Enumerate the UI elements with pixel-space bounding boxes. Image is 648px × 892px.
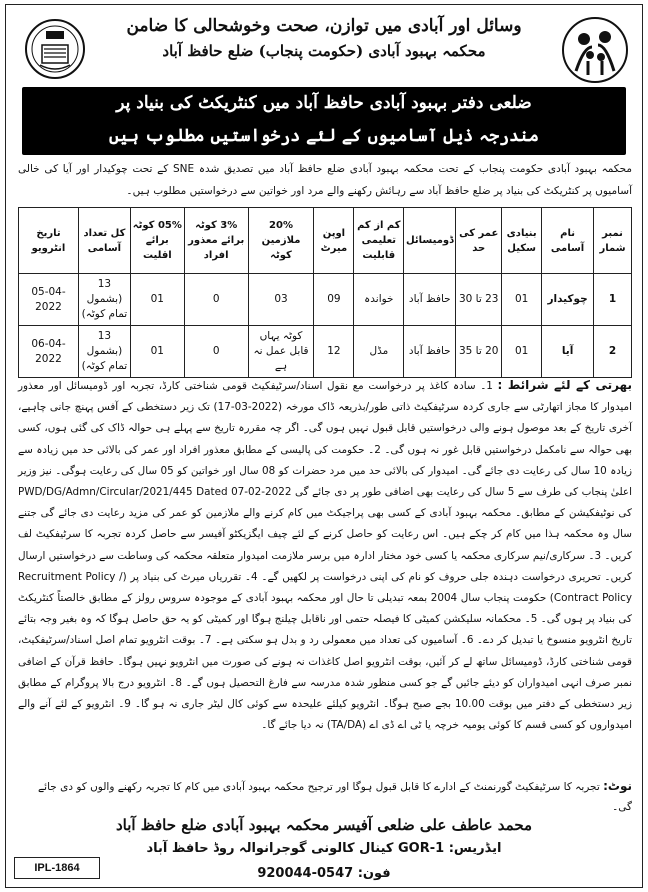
header-department: محکمہ بہبود آبادی (حکومت پنجاب) ضلع حافظ آباد bbox=[162, 42, 486, 60]
col-minority-quota: 05% کوٹہ برائے اقلیت bbox=[130, 208, 184, 274]
col-scale: بنیادی سکیل bbox=[502, 208, 542, 274]
col-disabled-quota: 3% کوٹہ برائے معذور افراد bbox=[184, 208, 248, 274]
cell: 0 bbox=[184, 274, 248, 326]
terms-title: بھرتی کے لئے شرائط : bbox=[497, 378, 632, 392]
col-interview-date: تاریخ انٹرویو bbox=[19, 208, 79, 274]
table-header-row bbox=[19, 208, 632, 274]
punjab-government-logo bbox=[24, 17, 86, 81]
note-body: تجربہ کا سرٹیفکیٹ گورنمنٹ کے ادارے کا قابل قبول ہوگا اور ترجیح محکمہ بہبود آبادی میں کام کا تجربہ رکھنے والوں کو دی جائے گی۔ bbox=[38, 781, 632, 813]
banner-line-2: مندرجہ ذیل آسامیوں کے لئے درخواستیں مطلوب ہیں bbox=[109, 126, 539, 146]
col-open-merit: اوپن میرٹ bbox=[314, 208, 354, 274]
banner-line-1: ضلعی دفتر بہبود آبادی حافظ آباد میں کنٹریکٹ کی بنیاد پر bbox=[116, 93, 532, 113]
cell: 1 bbox=[594, 274, 632, 326]
advertisement-page bbox=[5, 4, 643, 888]
vacancies-table bbox=[18, 207, 632, 378]
phone-line: فون: 0547-920044 bbox=[257, 866, 391, 881]
cell: حافظ آباد bbox=[404, 274, 456, 326]
table-row bbox=[19, 274, 632, 326]
col-qualification: کم از کم تعلیمی قابلیت bbox=[354, 208, 404, 274]
cell: 20 تا 35 bbox=[456, 326, 502, 378]
intro-paragraph: محکمہ بہبود آبادی حکومت پنجاب کے تحت محکمہ بہبود آبادی ضلع حافظ آباد میں تصدیق شدہ SNE کے تحت چوکیدار اور آیا کی خالی آسامیوں پر کنٹریکٹ کی بنیاد پر ضلع حافظ آباد سے رہائش رکھنے والے مرد اور خواتین سے درخواستیں مطلوب ہیں۔ bbox=[18, 163, 632, 197]
col-serial: نمبر شمار bbox=[594, 208, 632, 274]
cell: 06-04-2022 bbox=[19, 326, 79, 378]
col-age-limit: عمر کی حد bbox=[456, 208, 502, 274]
cell: 13 (بشمول تمام کوٹہ) bbox=[78, 274, 130, 326]
col-domicile: ڈومیسائل bbox=[404, 208, 456, 274]
cell: 05-04-2022 bbox=[19, 274, 79, 326]
cell: 2 bbox=[594, 326, 632, 378]
note-title: نوٹ: bbox=[603, 779, 632, 793]
cell: 01 bbox=[130, 326, 184, 378]
cell: خواندہ bbox=[354, 274, 404, 326]
table-row bbox=[19, 326, 632, 378]
col-post-name: نام آسامی bbox=[542, 208, 594, 274]
family-welfare-logo bbox=[560, 15, 630, 85]
cell: 23 تا 30 bbox=[456, 274, 502, 326]
cell: 13 (بشمول تمام کوٹہ) bbox=[78, 326, 130, 378]
ipl-code-badge: IPL-1864 bbox=[14, 857, 100, 879]
cell: 03 bbox=[248, 274, 314, 326]
cell: آیا bbox=[542, 326, 594, 378]
address-line: ایڈریس: GOR-1 کینال کالونی گوجرانوالہ روڈ حافظ آباد bbox=[146, 841, 502, 856]
col-total-posts: کل تعداد آسامی bbox=[78, 208, 130, 274]
recruitment-terms bbox=[18, 375, 632, 736]
cell: 01 bbox=[502, 326, 542, 378]
heading-banner bbox=[22, 87, 626, 155]
cell: کوٹہ یہاں قابل عمل نہ ہے bbox=[248, 326, 314, 378]
cell: 12 bbox=[314, 326, 354, 378]
header-text bbox=[106, 13, 542, 63]
header-slogan: وسائل اور آبادی میں توازن، صحت وخوشحالی کا ضامن bbox=[126, 16, 522, 36]
signature-line: محمد عاطف علی ضلعی آفیسر محکمہ بہبود آبادی ضلع حافظ آباد bbox=[115, 816, 533, 834]
cell: چوکیدار bbox=[542, 274, 594, 326]
note bbox=[18, 776, 632, 817]
col-employee-quota: 20% ملازمین کوٹہ bbox=[248, 208, 314, 274]
cell: 01 bbox=[130, 274, 184, 326]
cell: حافظ آباد bbox=[404, 326, 456, 378]
cell: مڈل bbox=[354, 326, 404, 378]
header bbox=[6, 11, 642, 89]
terms-body: 1۔ سادہ کاغذ پر درخواست مع نقول اسناد/سرٹیفکیٹ قومی شناختی کارڈ، تجربہ اور ڈومیسائل اور معذور امیدوار کا مجاز اتھارٹی سے جاری کردہ سرٹیفکیٹ ذاتی طور/بذریعہ ڈاک مورخہ (2022-03-17) تک زیر دستخطی کے آفس پہنچ جانی چاہیے، آخری تاریخ کے بعد موصول ہونے والی درخواستیں قابل قبول نہیں ہوں گی۔ اگر چہ مقررہ تاریخ سے پہلے ہی حوالہ ڈاک کی گئی ہوں، کسی بھی حوالہ سے نامکمل درخواستیں قابل غور نہ ہوں گی۔ 2۔ حکومت کی پالیسی کے مطابق معذور افراد اور عمر کی بالائی حد میں زیادہ سے زیادہ 10 سال کی رعایت دی جائے گی۔ امیدوار کی بالائی حد میں مرد حضرات کو 08 سال اور خواتین کو 05 سال کی رعایت ہوگی۔ نیز وزیر اعلیٰ پنجاب کی طرف سے 5 سال کی رعایت بھی اضافی طور پر دی جائے گی PWD/DG/Admn/Circular/2021/445 Dated 07-02-2022 کی نوٹیفکیشن کے مطابق۔ محکمہ بہبود آبادی کے کسی بھی پراجیکٹ میں کام کرنے والے ملازمین کو عمر کی مزید رعایت دی جائے گی جتنے سال وہ محکمہ ہذا میں کام کر چکے ہیں۔ اس رعایت کو حاصل کرنے کے لئے چیف ایگزیکٹو آفیسر سے حاصل کردہ تجربہ کا سرٹیفکیٹ لف کریں۔ 3۔ سرکاری/نیم سرکاری محکمہ یا کسی خود مختار ادارہ میں برسر ملازمت امیدوار متعلقہ محکمہ کی وساطت سے درخواستیں ارسال کریں۔ تحریری درخواست دہندہ جلی حروف کو نام کی اپنی درخواست پر لکھیں گے۔ 4۔ تقرریاں میرٹ کی بنیاد پر (Recruitment Policy / Contract Policy) حکومت پنجاب سال 2004 بمعہ تبدیلی تا حال اور محکمہ بہبود آبادی کے موجودہ سروس رولز کے مطابق خالصتاً کنٹریکٹ کی بنیاد پر ہوں گی۔ 5۔ محکمانہ سلیکشن کمیٹی کا فیصلہ حتمی اور ناقابل چیلنج ہوگا اور کمیٹی کو یہ حق حاصل ہوگا کہ وہ بغیر وجہ بتائے تاریخ انٹرویو منسوخ یا تبدیل کر دے۔ 6۔ آسامیوں کی تعداد میں معمولی رد و بدل ہو سکتی ہے۔ 7۔ بوقت انٹرویو تمام اصل اسناد/سرٹیفکیٹ، قومی شناختی کارڈ، ڈومیسائل ساتھ لے کر آئیں، بوقت انٹرویو اصل کاغذات نہ ہونے کی صورت میں انٹرویو نہیں ہوگا۔ حافظ قرآن کے اضافی نمبر صرف انہی امیدواران کو دیئے جائیں گے جو کسی منظور شدہ مدرسہ سے فارغ التحصیل ہوں گے۔ 8۔ انٹرویو درج بالا پروگرام کے مطابق زیر دستخطی کے دفتر میں بوقت 10.00 بجے صبح ہوگا۔ انٹرویو کیلئے علیحدہ سے کوئی کال لیٹر جاری نہ ہو گا۔ 9۔ انٹرویو کے لئے آنے والے امیدواروں کو کسی قسم کا کوئی یومیہ خرچہ یا ٹی اے ڈی اے (TA/DA) نہ دیا جائے گا۔ bbox=[18, 380, 633, 732]
cell: 09 bbox=[314, 274, 354, 326]
cell: 01 bbox=[502, 274, 542, 326]
cell: 0 bbox=[184, 326, 248, 378]
